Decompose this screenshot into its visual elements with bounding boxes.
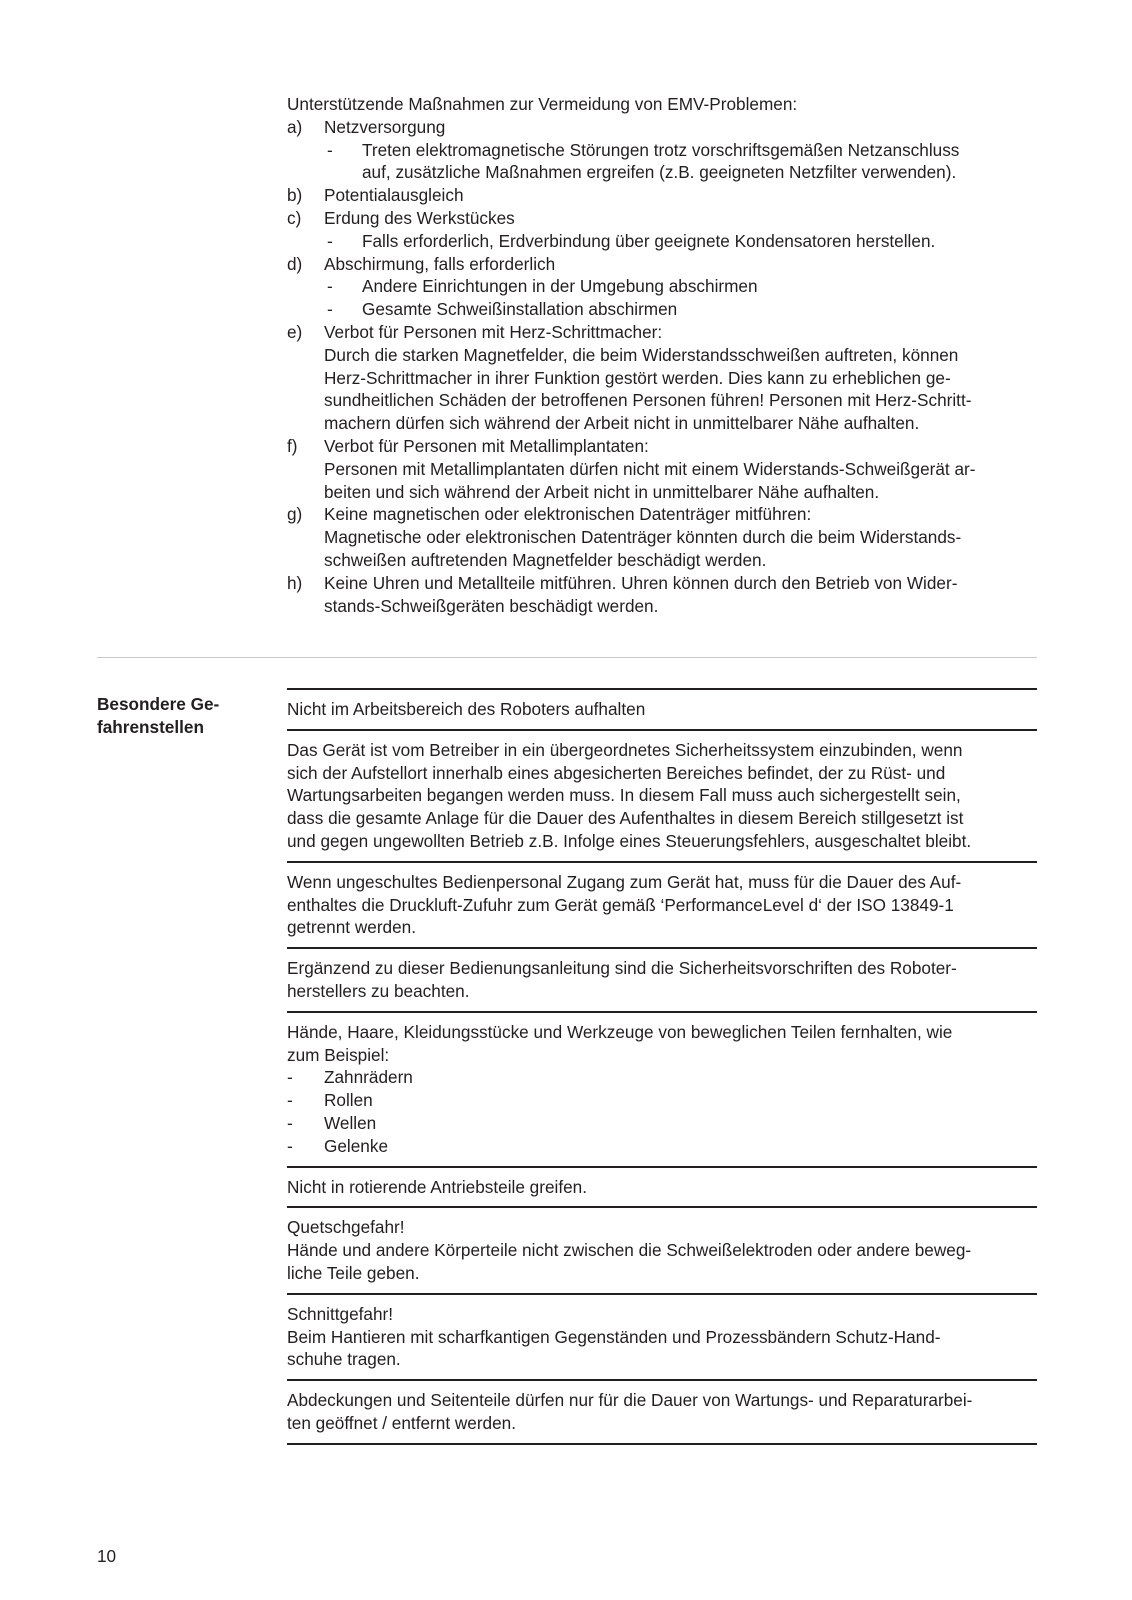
list-item — [287, 481, 1047, 504]
list-item-text: machern dürfen sich während der Arbeit nicht in unmittelbarer Nähe aufhalten. — [324, 413, 920, 434]
hazard-note — [287, 1166, 1037, 1207]
list-item-text: beiten und sich während der Arbeit nicht in unmittelbarer Nähe aufhalten. — [324, 481, 880, 502]
note-line: sich der Aufstellort innerhalb eines abgesicherten Bereiches befindet, der zu Rüst- und — [287, 762, 946, 783]
note-list-text: Rollen — [324, 1090, 373, 1111]
emv-measures-block — [287, 93, 1047, 617]
note-list-item — [287, 1066, 1037, 1089]
note-line: herstellers zu beachten. — [287, 980, 470, 1001]
hazard-note — [287, 947, 1037, 1011]
sub-list-item — [287, 230, 1047, 253]
list-item — [287, 253, 1047, 276]
list-label: a) — [287, 116, 303, 137]
note-list-text: Zahnrädern — [324, 1067, 413, 1088]
dash-bullet: - — [287, 1090, 293, 1111]
list-item — [287, 435, 1047, 458]
dash-bullet: - — [327, 299, 333, 320]
list-item-text: Verbot für Personen mit Metallimplantaten: — [324, 435, 649, 456]
note-line: Das Gerät ist vom Betreiber in ein übergeordnetes Sicherheitssystem einzubinden, wenn — [287, 739, 963, 760]
note-line: Nicht im Arbeitsbereich des Roboters aufhalten — [287, 699, 646, 719]
hazard-note — [287, 1011, 1037, 1166]
note-list-item — [287, 1089, 1037, 1112]
list-item — [287, 116, 1047, 139]
hazard-note — [287, 1293, 1037, 1379]
note-list-text: Wellen — [324, 1112, 377, 1133]
list-item-text: Verbot für Personen mit Herz-Schrittmacher: — [324, 321, 663, 342]
list-item — [287, 184, 1047, 207]
list-item — [287, 526, 1047, 549]
sub-list-item — [287, 298, 1047, 321]
sub-list-text: Treten elektromagnetische Störungen trotz vorschriftsgemäßen Netzanschluss — [362, 139, 960, 160]
section-title-line: fahrenstellen — [97, 716, 204, 737]
list-item — [287, 595, 1047, 618]
note-line: Beim Hantieren mit scharfkantigen Gegenständen und Prozessbändern Schutz-Hand- — [287, 1326, 941, 1347]
note-line: und gegen ungewollten Betrieb z.B. Infolge eines Steuerungsfehlers, ausgeschaltet bleibt. — [287, 830, 972, 851]
list-item — [287, 503, 1047, 526]
note-line: dass die gesamte Anlage für die Dauer des Aufenthaltes in diesem Bereich stillgesetzt ist — [287, 808, 964, 829]
dash-bullet: - — [287, 1135, 293, 1156]
section-title — [97, 693, 267, 739]
list-item — [287, 207, 1047, 230]
list-item-text: Magnetische oder elektronischen Datenträger könnten durch die beim Widerstands- — [324, 527, 962, 548]
list-label: b) — [287, 185, 303, 206]
list-item-text: Potentialausgleich — [324, 185, 464, 206]
sub-list-item — [287, 139, 1047, 162]
dash-bullet: - — [287, 1112, 293, 1133]
note-line: Schnittgefahr! — [287, 1303, 394, 1324]
sub-list-text: Gesamte Schweißinstallation abschirmen — [362, 299, 678, 320]
list-item-text: stands-Schweißgeräten beschädigt werden. — [324, 595, 659, 616]
note-line: enthaltes die Druckluft-Zufuhr zum Gerät gemäß ‘PerformanceLevel d‘ der ISO 13849-1 — [287, 894, 954, 915]
dash-bullet: - — [287, 1067, 293, 1088]
list-item-text: Durch die starken Magnetfelder, die beim Widerstandsschweißen auftreten, können — [324, 344, 959, 365]
list-item-text: Personen mit Metallimplantaten dürfen nicht mit einem Widerstands-Schweißgerät ar- — [324, 458, 976, 479]
hazard-note — [287, 1379, 1037, 1445]
note-line: Wenn ungeschultes Bedienpersonal Zugang zum Gerät hat, muss für die Dauer des Auf- — [287, 871, 962, 892]
note-line: Nicht in rotierende Antriebsteile greifen. — [287, 1176, 587, 1197]
sub-list-text: Andere Einrichtungen in der Umgebung abschirmen — [362, 276, 758, 297]
note-line: Wartungsarbeiten begangen werden muss. In diesem Fall muss auch sichergestellt sein, — [287, 785, 961, 806]
list-item — [287, 367, 1047, 390]
list-label: c) — [287, 207, 302, 228]
note-line: zum Beispiel: — [287, 1044, 390, 1065]
note-line: Quetschgefahr! — [287, 1217, 405, 1238]
list-label: g) — [287, 504, 303, 525]
dash-bullet: - — [327, 139, 333, 160]
section-divider — [97, 657, 1037, 658]
sub-list-text: Falls erforderlich, Erdverbindung über geeignete Kondensatoren herstellen. — [362, 230, 936, 251]
list-label: d) — [287, 253, 303, 274]
list-item-text: Abschirmung, falls erforderlich — [324, 253, 556, 274]
sub-list-item — [287, 275, 1047, 298]
list-item-text: Erdung des Werkstückes — [324, 207, 515, 228]
section-title-line: Besondere Ge- — [97, 694, 220, 714]
sub-list-item — [287, 161, 1047, 184]
note-line: getrennt werden. — [287, 917, 416, 938]
note-line: liche Teile geben. — [287, 1262, 420, 1283]
list-item — [287, 389, 1047, 412]
hazard-note — [287, 688, 1037, 729]
list-item — [287, 549, 1047, 572]
list-item-text: Keine magnetischen oder elektronischen Datenträger mitführen: — [324, 504, 812, 525]
hazard-note — [287, 1206, 1037, 1292]
note-list-item — [287, 1112, 1037, 1135]
list-item-text: schweißen auftretenden Magnetfelder beschädigt werden. — [324, 549, 767, 570]
dash-bullet: - — [327, 230, 333, 251]
dash-bullet: - — [327, 276, 333, 297]
hazard-note — [287, 729, 1037, 861]
note-line: Abdeckungen und Seitenteile dürfen nur für die Dauer von Wartungs- und Reparaturarbei- — [287, 1390, 973, 1411]
note-line: Ergänzend zu dieser Bedienungsanleitung sind die Sicherheitsvorschriften des Roboter- — [287, 958, 957, 979]
hazard-note — [287, 861, 1037, 947]
note-line: ten geöffnet / entfernt werden. — [287, 1412, 517, 1433]
note-list-item — [287, 1135, 1037, 1158]
list-item — [287, 321, 1047, 344]
note-line: Hände, Haare, Kleidungsstücke und Werkzeuge von beweglichen Teilen fernhalten, wie — [287, 1021, 953, 1042]
intro-line: Unterstützende Maßnahmen zur Vermeidung von EMV-Problemen: — [287, 94, 798, 114]
list-item-text: sundheitlichen Schäden der betroffenen Personen führen! Personen mit Herz-Schritt- — [324, 390, 972, 411]
note-line: schuhe tragen. — [287, 1349, 401, 1370]
list-item-text: Herz-Schrittmacher in ihrer Funktion gestört werden. Dies kann zu erheblichen ge- — [324, 367, 951, 388]
page-number: 10 — [97, 1546, 117, 1566]
list-item — [287, 344, 1047, 367]
list-label: h) — [287, 572, 303, 593]
list-item — [287, 572, 1047, 595]
hazard-notes — [287, 688, 1037, 1445]
note-line: Hände und andere Körperteile nicht zwischen die Schweißelektroden oder andere beweg- — [287, 1240, 972, 1261]
list-label: e) — [287, 321, 303, 342]
list-item — [287, 458, 1047, 481]
list-item-text: Netzversorgung — [324, 116, 446, 137]
list-label: f) — [287, 435, 298, 456]
list-item — [287, 412, 1047, 435]
sub-list-text: auf, zusätzliche Maßnahmen ergreifen (z.B. geeigneten Netzfilter verwenden). — [362, 162, 957, 183]
list-item-text: Keine Uhren und Metallteile mitführen. Uhren können durch den Betrieb von Wider- — [324, 572, 958, 593]
note-list-text: Gelenke — [324, 1135, 389, 1156]
